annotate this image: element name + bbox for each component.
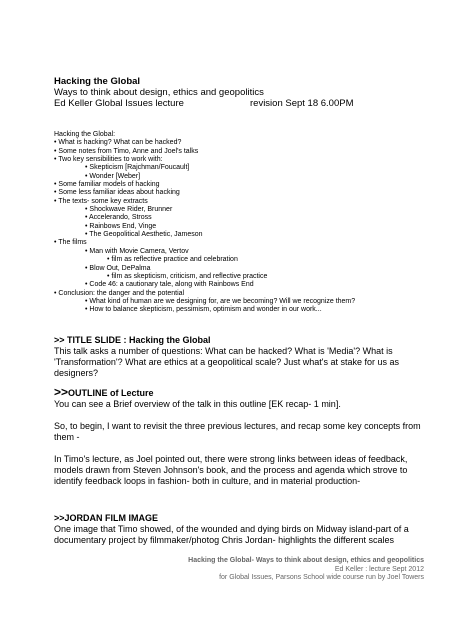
outline-item: • Some less familiar ideas about hacking <box>54 189 180 197</box>
title-slide-section <box>54 335 426 379</box>
talk-outline <box>54 131 454 315</box>
outline-item: • Some familiar models of hacking <box>54 181 160 189</box>
outline-item: • What kind of human are we designing for, are we becoming? Will we recognize them? <box>85 297 356 305</box>
outline-item: • film as skepticism, criticism, and reflective practice <box>107 272 268 280</box>
outline-item: Hacking the Global: <box>54 131 116 138</box>
footer-line-1: Hacking the Global- Ways to think about design, ethics and geopolitics <box>188 557 424 564</box>
outline-item: • The films <box>54 239 87 247</box>
lecture-line <box>54 98 434 109</box>
outline-item: • Accelerando, Stross <box>85 214 152 222</box>
outline-item: • Wonder [Weber] <box>85 172 141 180</box>
title-block <box>54 76 434 109</box>
outline-item: • Code 46: a cautionary tale, along with Rainbows End <box>85 281 254 289</box>
outline-item: • Two key sensibilities to work with: <box>54 156 163 164</box>
outline-item: • Blow Out, DePalma <box>85 264 151 272</box>
outline-lecture-heading-line <box>54 387 426 399</box>
outline-item: • Some notes from Timo, Anne and Joel's talks <box>54 147 199 155</box>
outline-item: • How to balance skepticism, pessimism, optimism and wonder in our work... <box>85 306 322 314</box>
outline-item: • Man with Movie Camera, Vertov <box>85 247 189 255</box>
outline-item: • What is hacking? What can be hacked? <box>54 139 182 147</box>
document-title: Hacking the Global <box>54 76 141 87</box>
outline-lecture-p2: So, to begin, I want to revisit the three previous lectures, and recap some key concepts from them - <box>54 421 421 442</box>
lecture-name: Ed Keller Global Issues lecture <box>54 98 184 109</box>
outline-item: • film as reflective practice and celebration <box>107 256 238 264</box>
footer-line-2: Ed Keller : lecture Sept 2012 <box>334 565 424 573</box>
outline-lecture-section <box>54 387 426 487</box>
jordan-body: One image that Timo showed, of the wounded and dying birds on Midway island-part of a documentary project by filmmaker/photog Chris Jordan- highlights the different scales <box>54 524 409 545</box>
document-subtitle: Ways to think about design, ethics and geopolitics <box>54 87 264 98</box>
jordan-heading: >>JORDAN FILM IMAGE <box>54 513 159 523</box>
outline-item: • Skepticism [Rajchman/Foucault] <box>85 164 190 172</box>
revision-date: revision Sept 18 6.00PM <box>250 98 354 109</box>
outline-lecture-heading: OUTLINE of Lecture <box>68 388 154 398</box>
page-footer <box>124 557 424 583</box>
outline-lecture-p1: You can see a Brief overview of the talk in this outline [EK recap- 1 min]. <box>54 399 341 409</box>
outline-item: • The texts- some key extracts <box>54 197 148 205</box>
outline-lecture-arrows: >> <box>54 385 69 399</box>
title-slide-heading: >> TITLE SLIDE : Hacking the Global <box>54 335 211 345</box>
outline-item: • Shockwave Rider, Brunner <box>85 206 173 214</box>
title-slide-body: This talk asks a number of questions: What can be hacked? What is 'Media'? What is 'Transformation'? What are ethics at a geopolitical scale? Just what's at stake for us as designers? <box>54 346 399 378</box>
outline-item: • Rainbows End, Vinge <box>85 222 157 230</box>
outline-lecture-p3: In Timo's lecture, as Joel pointed out, there were strong links between ideas of feedback, models drawn from Steven Johnson's book, and the process and agenda which strove to identify feedback loops in fashion- both in culture, and in material production- <box>54 454 408 486</box>
outline-item: • The Geopolitical Aesthetic, Jameson <box>85 231 203 239</box>
footer-line-3: for Global Issues, Parsons School wide course run by Joel Towers <box>219 574 424 581</box>
jordan-section <box>54 513 426 546</box>
outline-item: • Conclusion: the danger and the potential <box>54 289 185 297</box>
